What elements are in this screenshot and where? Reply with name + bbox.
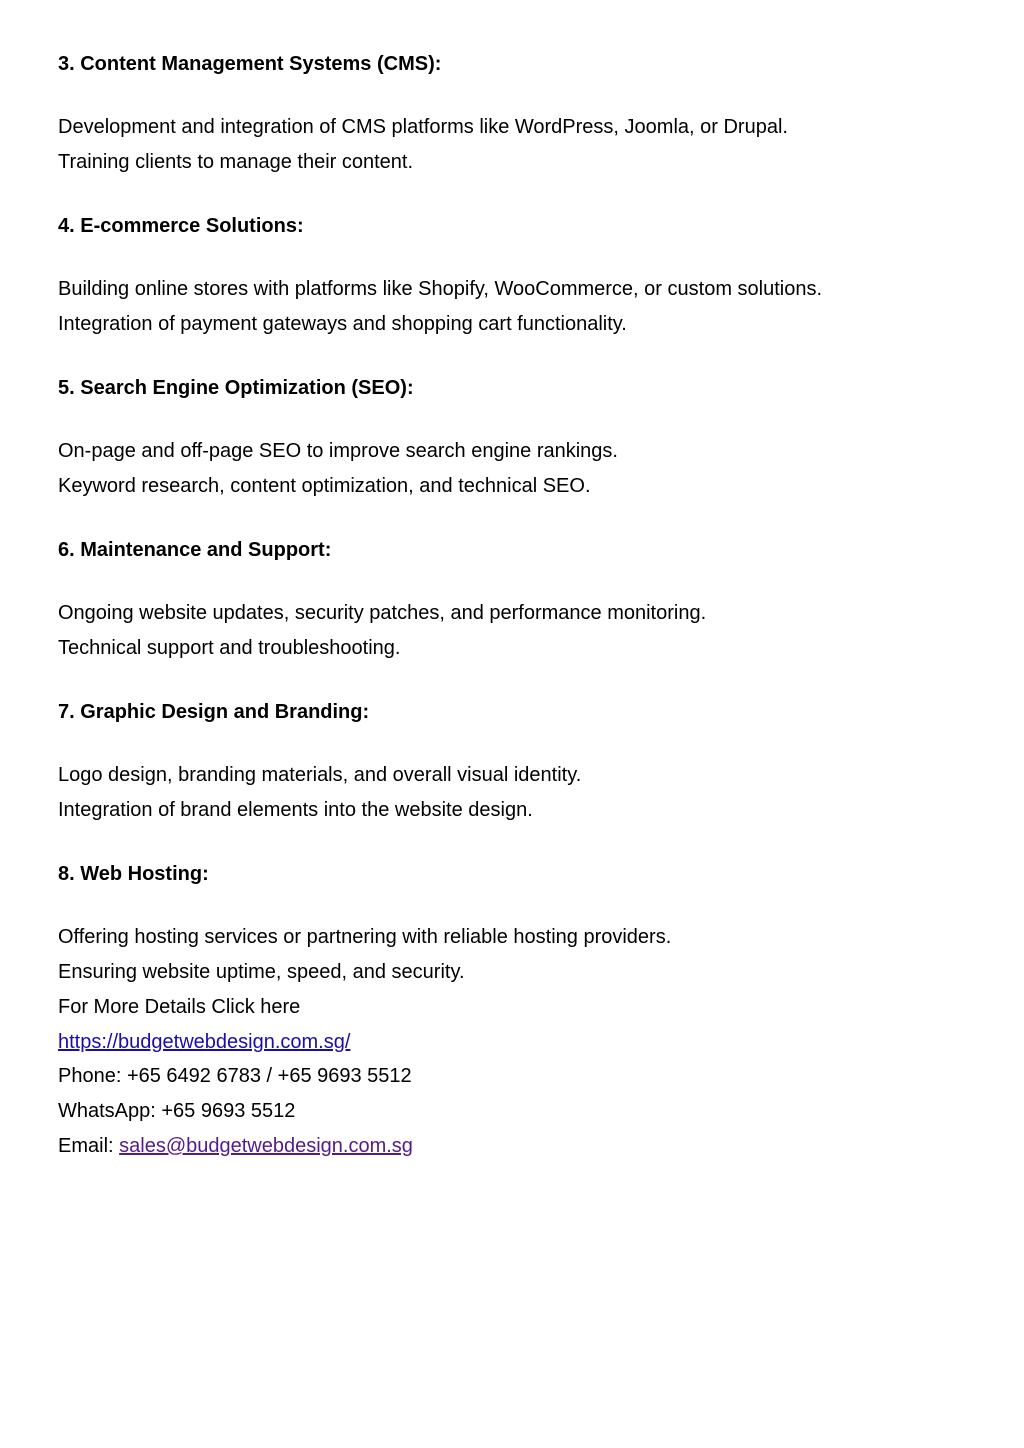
section-heading-seo: 5. Search Engine Optimization (SEO):	[58, 377, 414, 399]
email-label: Email:	[58, 1135, 120, 1157]
section-heading-ecommerce: 4. E-commerce Solutions:	[58, 215, 304, 237]
cms-line-2: Training clients to manage their content.	[58, 151, 414, 173]
email-link[interactable]: sales@budgetwebdesign.com.sg	[119, 1135, 413, 1157]
seo-line-1: On-page and off-page SEO to improve search engine rankings.	[58, 440, 618, 462]
cms-line-1: Development and integration of CMS platforms like WordPress, Joomla, or Drupal.	[58, 116, 788, 138]
ecommerce-line-2: Integration of payment gateways and shopping cart functionality.	[58, 313, 627, 335]
web-hosting-line-1: Offering hosting services or partnering with reliable hosting providers.	[58, 926, 672, 948]
web-hosting-line-2: Ensuring website uptime, speed, and security.	[58, 961, 465, 983]
website-link-line	[58, 1030, 350, 1054]
graphic-design-line-1: Logo design, branding materials, and overall visual identity.	[58, 764, 582, 786]
website-link[interactable]: https://budgetwebdesign.com.sg/	[58, 1031, 351, 1053]
maintenance-line-1: Ongoing website updates, security patches, and performance monitoring.	[58, 602, 707, 624]
graphic-design-line-2: Integration of brand elements into the website design.	[58, 799, 533, 821]
more-details-text: For More Details Click here	[58, 996, 301, 1018]
whatsapp-text: WhatsApp: +65 9693 5512	[58, 1100, 296, 1122]
section-heading-cms: 3. Content Management Systems (CMS):	[58, 53, 442, 75]
section-heading-maintenance: 6. Maintenance and Support:	[58, 539, 332, 561]
email-line	[58, 1134, 413, 1158]
maintenance-line-2: Technical support and troubleshooting.	[58, 637, 401, 659]
ecommerce-line-1: Building online stores with platforms like Shopify, WooCommerce, or custom solutions.	[58, 278, 823, 300]
section-heading-web-hosting: 8. Web Hosting:	[58, 863, 209, 885]
phone-text: Phone: +65 6492 6783 / +65 9693 5512	[58, 1065, 412, 1087]
seo-line-2: Keyword research, content optimization, and technical SEO.	[58, 475, 591, 497]
section-heading-graphic-design: 7. Graphic Design and Branding:	[58, 701, 370, 723]
